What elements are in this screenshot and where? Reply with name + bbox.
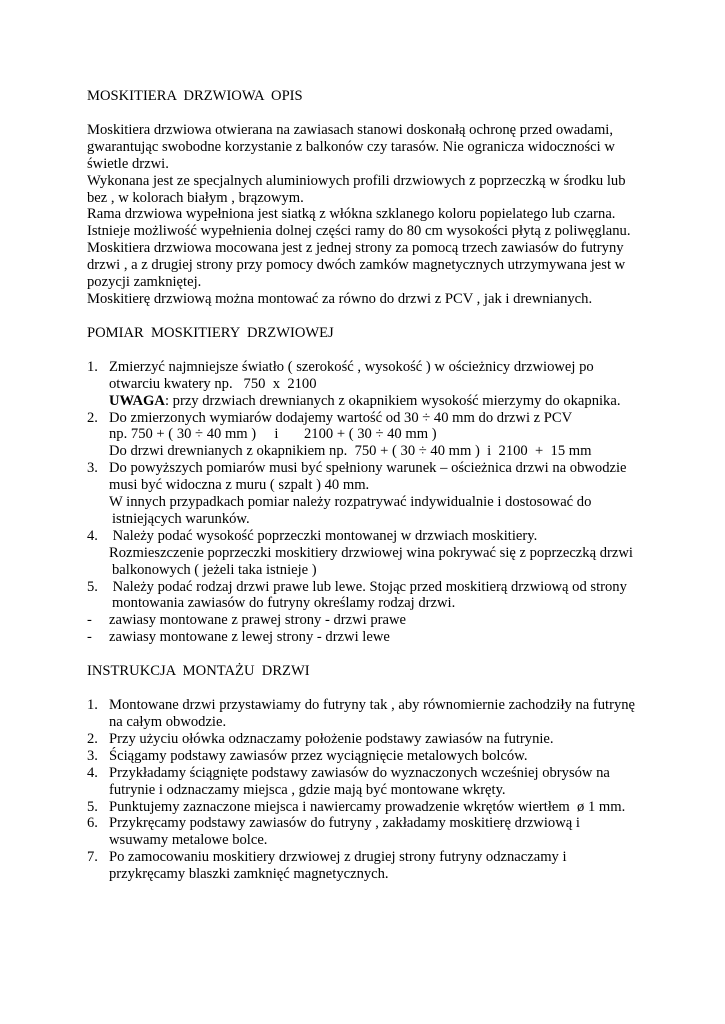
description-line: Moskitiera drzwiowa otwierana na zawiasach stanowi doskonałą ochronę przed owadami, — [87, 121, 613, 138]
list-text: Zmierzyć najmniejsze światło ( szerokość , wysokość ) w ościeżnicy drzwiowej po — [109, 358, 594, 375]
list-item — [87, 815, 647, 849]
list-text: Po zamocowaniu moskitiery drzwiowej z drugiej strony futryny odznaczamy i — [109, 849, 567, 866]
list-number: 7. — [87, 849, 98, 866]
installation-list — [87, 697, 647, 883]
dash-marker: - — [87, 612, 92, 629]
section-title-opis: MOSKITIERA DRZWIOWA OPIS — [87, 88, 303, 104]
note-label: UWAGA — [109, 392, 165, 409]
list-number: 5. — [87, 578, 98, 595]
list-text: Do drzwi drewnianych z okapnikiem np. 750 + ( 30 ÷ 40 mm ) i 2100 + 15 mm — [109, 443, 592, 460]
list-number: 1. — [87, 358, 98, 375]
list-text: Punktujemy zaznaczone miejsca i nawiercamy prowadzenie wkrętów wiertłem ø 1 mm. — [109, 798, 626, 815]
description-line: Moskitiera drzwiowa mocowana jest z jednej strony za pomocą trzech zawiasów do futryny — [87, 240, 624, 257]
description-line: drzwi , a z drugiej strony przy pomocy dwóch zamków magnetycznych utrzymywana jest w — [87, 257, 626, 274]
description-line: Rama drzwiowa wypełniona jest siatką z włókna szklanego koloru popielatego lub czarna. — [87, 206, 616, 223]
list-number: 4. — [87, 764, 98, 781]
list-text: Rozmieszczenie poprzeczki moskitiery drzwiowej wina pokrywać się z poprzeczką drzwi — [109, 544, 633, 561]
list-text: Montowane drzwi przystawiamy do futryny tak , aby równomiernie zachodziły na futrynę — [109, 697, 636, 714]
list-number: 1. — [87, 697, 98, 714]
list-text: otwarciu kwatery np. 750 x 2100 — [109, 375, 317, 392]
measurement-list — [87, 359, 647, 646]
list-number: 2. — [87, 409, 98, 426]
list-text: wsuwamy metalowe bolce. — [109, 832, 268, 849]
list-text: istniejących warunków. — [112, 510, 250, 527]
list-item — [87, 460, 647, 528]
list-text: zawiasy montowane z prawej strony - drzwi prawe — [109, 612, 407, 629]
list-item — [87, 579, 647, 613]
list-text: musi być widoczna z muru ( szpalt ) 40 mm. — [109, 477, 370, 494]
list-number: 2. — [87, 730, 98, 747]
list-text: przykręcamy blaszki zamknięć magnetycznych. — [109, 866, 389, 883]
list-text: montowania zawiasów do futryny określamy rodzaj drzwi. — [112, 595, 456, 612]
list-text: np. 750 + ( 30 ÷ 40 mm ) i 2100 + ( 30 ÷ 40 mm ) — [109, 426, 437, 443]
list-text: balkonowych ( jeżeli taka istnieje ) — [112, 561, 317, 578]
description-line: Istnieje możliwość wypełnienia dolnej części ramy do 80 cm wysokości płytą z poliwęglanu. — [87, 223, 631, 240]
list-text: futrynie i odznaczamy miejsca , gdzie mają być montowane wkręty. — [109, 781, 506, 798]
list-text: Przy użyciu ołówka odznaczamy położenie podstawy zawiasów na futrynie. — [109, 730, 554, 747]
list-number: 3. — [87, 747, 98, 764]
list-text: Do zmierzonych wymiarów dodajemy wartość od 30 ÷ 40 mm do drzwi z PCV — [109, 409, 573, 426]
list-item — [87, 359, 647, 410]
list-number: 6. — [87, 815, 98, 832]
list-number: 5. — [87, 798, 98, 815]
description-line: Wykonana jest ze specjalnych aluminiowych profili drzwiowych z poprzeczką w środku lub — [87, 172, 626, 189]
note-line — [109, 393, 647, 410]
section-title-instrukcja: INSTRUKCJA MONTAŻU DRZWI — [87, 663, 310, 680]
description-line: Moskitierę drzwiową można montować za równo do drzwi z PCV , jak i drewnianych. — [87, 290, 593, 307]
dash-item — [87, 629, 647, 646]
description-paragraph — [87, 122, 647, 308]
list-item — [87, 748, 647, 765]
list-item — [87, 731, 647, 748]
list-number: 4. — [87, 527, 98, 544]
list-text: Przykładamy ściągnięte podstawy zawiasów do wyznaczonych wcześniej obrysów na — [109, 764, 610, 781]
list-text: Należy podać wysokość poprzeczki montowanej w drzwiach moskitiery. — [109, 527, 538, 544]
list-text: Przykręcamy podstawy zawiasów do futryny , zakładamy moskitierę drzwiową i — [109, 815, 580, 832]
list-item — [87, 528, 647, 579]
list-item — [87, 697, 647, 731]
list-text: Należy podać rodzaj drzwi prawe lub lewe. Stojąc przed moskitierą drzwiową od strony — [109, 578, 627, 595]
description-line: pozycji zamkniętej. — [87, 274, 202, 291]
list-item — [87, 410, 647, 461]
dash-marker: - — [87, 629, 92, 646]
list-text: Ściągamy podstawy zawiasów przez wyciągnięcie metalowych bolców. — [109, 747, 528, 764]
list-text: na całym obwodzie. — [109, 714, 227, 730]
list-text: Do powyższych pomiarów musi być spełniony warunek – ościeżnica drzwi na obwodzie — [109, 460, 627, 477]
list-number: 3. — [87, 460, 98, 477]
list-text: zawiasy montowane z lewej strony - drzwi lewe — [109, 629, 390, 646]
dash-item — [87, 612, 647, 629]
list-text: W innych przypadkach pomiar należy rozpatrywać indywidualnie i dostosować do — [109, 494, 592, 511]
description-line: bez , w kolorach białym , brązowym. — [87, 189, 304, 206]
document-page — [87, 88, 647, 883]
list-item — [87, 799, 647, 816]
list-item — [87, 849, 647, 883]
list-item — [87, 765, 647, 799]
section-title-pomiar: POMIAR MOSKITIERY DRZWIOWEJ — [87, 324, 334, 341]
note-text: : przy drzwiach drewnianych z okapnikiem wysokość mierzymy do okapnika. — [164, 392, 621, 409]
description-line: świetle drzwi. — [87, 155, 169, 172]
description-line: gwarantując swobodne korzystanie z balkonów czy tarasów. Nie ogranicza widoczności w — [87, 138, 615, 155]
